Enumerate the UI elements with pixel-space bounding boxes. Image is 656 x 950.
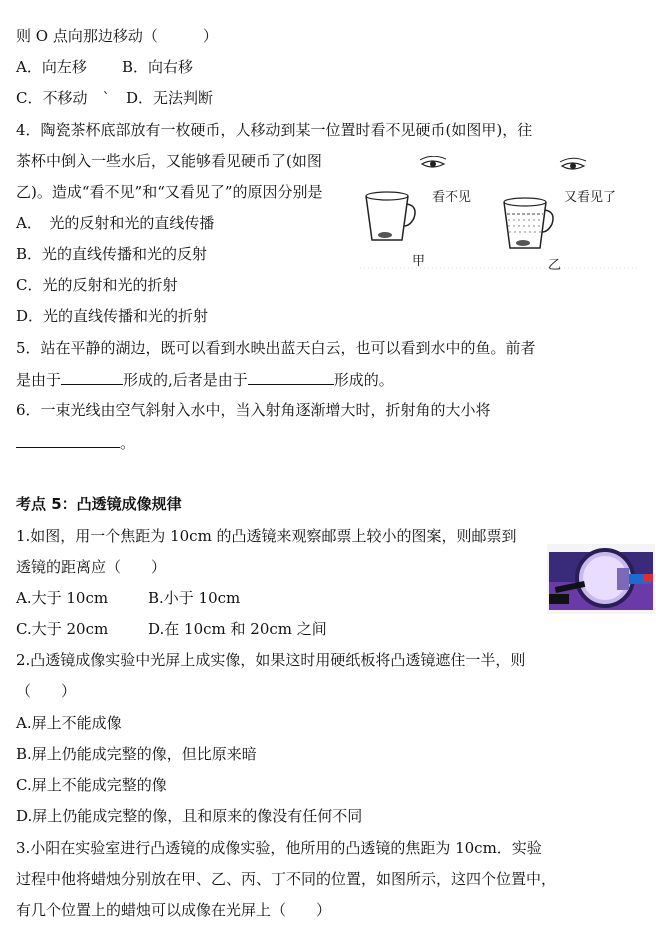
text-line: 透镜的距离应（ ）	[16, 558, 167, 576]
option-a: A.屏上不能成像	[16, 714, 122, 732]
caption-jia: 甲	[412, 254, 426, 269]
option-d: D.在 10cm 和 20cm 之间	[148, 620, 327, 638]
option-a: A．向左移	[16, 58, 87, 76]
cup-empty	[366, 192, 415, 240]
option-a: A.大于 10cm	[16, 589, 109, 607]
option-b: B.屏上仍能成完整的像，但比原来暗	[16, 745, 257, 763]
eye-icon	[560, 158, 586, 169]
option-b: B.小于 10cm	[148, 589, 241, 607]
option-d: D．无法判断	[126, 89, 214, 107]
question-3: 3.小阳在实验室进行凸透镜的成像实验，他所用的凸透镜的焦距为 10cm．实验	[16, 839, 542, 857]
cup-with-water	[504, 198, 553, 248]
question-2: 2.凸透镜成像实验中光屏上成实像，如果这时用硬纸板将凸透镜遮住一半，则	[16, 651, 526, 669]
answer-blank	[16, 432, 120, 448]
text-line: 有几个位置上的蜡烛可以成像在光屏上（ ）	[16, 901, 332, 919]
option-d: D.屏上仍能成完整的像，且和原来的像没有任何不同	[16, 807, 363, 825]
caption-yi: 乙	[548, 258, 562, 273]
text-segment: 形成的。	[333, 371, 394, 389]
text-line: 则 O 点向那边移动（ ）	[16, 27, 218, 45]
eye-icon	[420, 156, 446, 167]
text-segment: 是由于	[16, 371, 62, 389]
option-d: D．光的直线传播和光的折射	[16, 307, 209, 325]
section-heading: 考点 5：凸透镜成像规律	[16, 495, 182, 513]
fill-line	[16, 369, 394, 390]
option-c: C.屏上不能成完整的像	[16, 776, 167, 794]
option-b: B．光的直线传播和光的反射	[16, 245, 208, 263]
cup-illustration	[360, 156, 640, 276]
option-a: A． 光的反射和光的直线传播	[16, 214, 215, 232]
caption-not-seen: 看不见	[432, 190, 472, 205]
answer-blank	[248, 369, 334, 385]
option-c: C.大于 20cm	[16, 620, 109, 638]
question-6: 6．一束光线由空气斜射入水中，当入射角逐渐增大时，折射角的大小将	[16, 401, 491, 419]
text-line: （ ）	[16, 682, 77, 700]
magnifier-icon	[547, 544, 655, 614]
question-1: 1.如图，用一个焦距为 10cm 的凸透镜来观察邮票上较小的图案，则邮票到	[16, 527, 517, 545]
question-5: 5．站在平静的湖边，既可以看到水映出蓝天白云，也可以看到水中的鱼。前者	[16, 339, 536, 357]
text-line: 乙)。造成“看不见”和“又看见了”的原因分别是	[16, 183, 323, 201]
option-c: C．不移动 `	[16, 89, 110, 107]
text-line: 茶杯中倒入一些水后，又能够看见硬币了(如图	[16, 152, 322, 170]
magnifier-stamp-photo	[547, 544, 655, 614]
option-b: B．向右移	[122, 58, 194, 76]
answer-blank	[61, 369, 123, 385]
option-c: C．光的反射和光的折射	[16, 276, 178, 294]
text-segment: 。	[120, 434, 136, 452]
question-4: 4．陶瓷茶杯底部放有一枚硬币，人移动到某一位置时看不见硬币(如图甲)，往	[16, 121, 533, 139]
cup-coin-figure	[360, 156, 640, 276]
caption-seen-again: 又看见了	[564, 190, 617, 205]
text-segment: 形成的,后者是由于	[123, 371, 248, 389]
fill-line	[16, 432, 135, 453]
text-line: 过程中他将蜡烛分别放在甲、乙、丙、丁不同的位置，如图所示，这四个位置中，	[16, 870, 557, 888]
